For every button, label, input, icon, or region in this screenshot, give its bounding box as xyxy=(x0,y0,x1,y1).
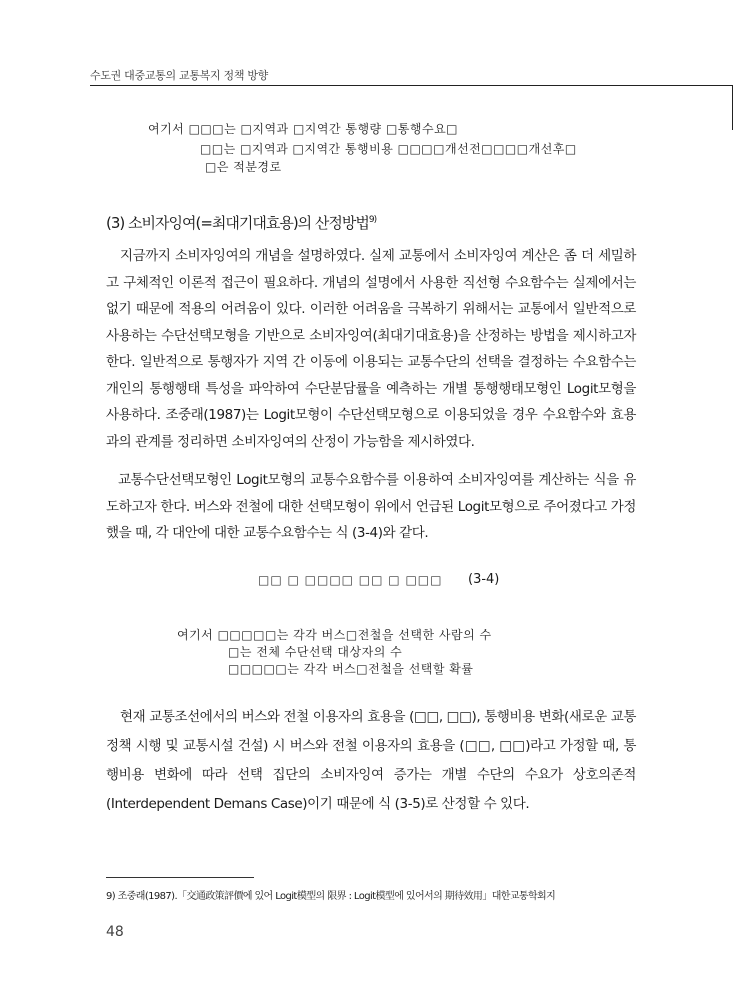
equation-number: (3-4) xyxy=(468,572,500,587)
paragraph-2: 교통수단선택모형인 Logit모형의 교통수요함수를 이용하여 소비자잉여를 계산하는 식을 유도하고자 한다. 버스와 전철에 대한 선택모형이 위에서 언급된 Logit모형으로 주어졌다고 가정했을 때, 각 대안에 대한 교통수요함수는 식 (3-4)와 같다. xyxy=(106,472,636,541)
paragraph-3: 현재 교통조선에서의 버스와 전철 이용자의 효용을 (□□, □□), 통행비용 변화(새로운 교통정책 시행 및 교통시설 건설) 시 버스와 전철 이용자의 효용을 (□□, □□)라고 가정할 때, 통행비용 변화에 따라 선택 집단의 소비자잉여 증가는 개별 수단의 수요가 상호의존적(Interdependent Demans Case)이기 때문에 식 (3-5)로 산정할 수 있다. xyxy=(106,709,636,812)
section-heading xyxy=(106,212,376,233)
paragraph-1: 지금까지 소비자잉여의 개념을 설명하였다. 실제 교통에서 소비자잉여 계산은 좀 더 세밀하고 구체적인 이론적 접근이 필요하다. 개념의 설명에서 사용한 직선형 수요함수는 실제에서는 없기 때문에 적용의 어려움이 있다. 이러한 어려움을 극복하기 위해서는 교통에서 일반적으로 사용하는 수단선택모형을 기반으로 소비자잉여(최대기대효용)을 산정하는 방법을 제시하고자 한다. 일반적으로 통행자가 지역 간 이동에 이용되는 교통수단의 선택을 결정하는 수요함수는 개인의 통행행태 특성을 파악하여 수단분담률을 예측하는 개별 통행행태모형인 Logit모형을 사용하다. 조중래(1987)는 Logit모형이 수단선택모형으로 이용되었을 경우 수요함수와 효용과의 관계를 정리하면 소비자잉여의 산정이 가능함을 제시하였다. xyxy=(106,248,636,450)
definition-line: □은 적분경로 xyxy=(205,160,282,174)
footnote: 9) 조중래(1987).「交通政策評價에 있어 Logit模型의 限界 : Logit模型에 있어서의 期待效用」대한교통학회지 xyxy=(106,891,556,902)
footnote-marker: 9) xyxy=(368,215,377,225)
footnote-rule xyxy=(106,877,254,878)
definition-line: 여기서 □□□□□는 각각 버스□전철을 선택한 사람의 수 xyxy=(177,628,492,642)
definition-line: 여기서 □□□는 □지역과 □지역간 통행량 □통행수요□ xyxy=(148,122,459,136)
equation-3-4: □□ □ □□□□ □□ □ □□□ xyxy=(258,573,443,587)
definition-line: □□는 □지역과 □지역간 통행비용 □□□□개선전□□□□개선후□ xyxy=(200,142,577,156)
body-paragraph xyxy=(106,703,636,819)
definition-line: □□□□□는 각각 버스□전철을 선택할 확률 xyxy=(228,662,474,676)
header-rule-tick xyxy=(732,85,733,130)
running-header: 수도권 대중교통의 교통복지 정책 방향 xyxy=(90,69,269,82)
body-paragraph xyxy=(106,467,636,547)
page-number: 48 xyxy=(106,924,124,940)
section-title: (3) 소비자잉여(=최대기대효용)의 산정방법 xyxy=(106,214,369,232)
definition-line: □는 전체 수단선택 대상자의 수 xyxy=(228,645,403,659)
header-rule xyxy=(90,85,733,86)
body-paragraph xyxy=(106,243,636,455)
